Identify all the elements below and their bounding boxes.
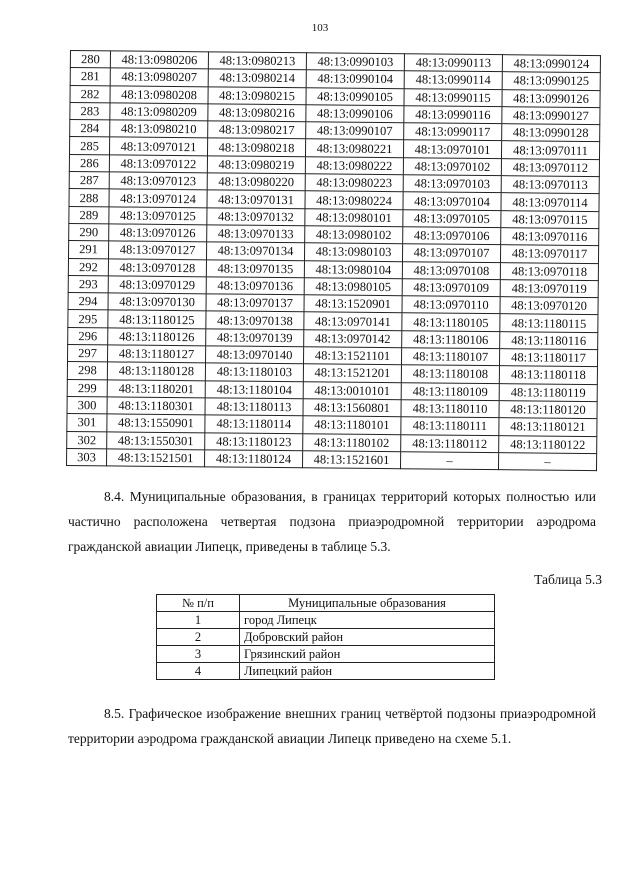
cadastral-number: 48:13:0980213 bbox=[208, 52, 306, 70]
row-number: 303 bbox=[67, 448, 107, 466]
cadastral-number: 48:13:0970115 bbox=[501, 210, 599, 228]
cadastral-number: 48:13:1180107 bbox=[401, 348, 499, 366]
cadastral-number: 48:13:0970118 bbox=[500, 262, 598, 280]
row-number: 280 bbox=[70, 51, 110, 69]
cadastral-number: 48:13:0970121 bbox=[109, 137, 207, 155]
cadastral-number: 48:13:0970126 bbox=[109, 224, 207, 242]
cadastral-number: 48:13:0970116 bbox=[501, 228, 599, 246]
cadastral-number: 48:13:1180120 bbox=[499, 401, 597, 419]
header-municipalities: Муниципальные образования bbox=[240, 595, 495, 612]
cadastral-number: 48:13:1180123 bbox=[205, 432, 303, 450]
cadastral-number: 48:13:1180117 bbox=[499, 349, 597, 367]
cadastral-number: 48:13:1180112 bbox=[401, 434, 499, 452]
cadastral-number: 48:13:1180110 bbox=[401, 400, 499, 418]
row-number: 287 bbox=[69, 172, 109, 190]
cadastral-number: 48:13:1180201 bbox=[107, 380, 205, 398]
cadastral-number: 48:13:0970120 bbox=[500, 297, 598, 315]
cadastral-number: 48:13:0970131 bbox=[207, 190, 305, 208]
row-number: 4 bbox=[157, 663, 240, 680]
cadastral-number: 48:13:1180126 bbox=[108, 328, 206, 346]
cadastral-number: 48:13:0970124 bbox=[109, 189, 207, 207]
cadastral-number: – bbox=[400, 452, 498, 470]
cadastral-number: 48:13:0990103 bbox=[306, 53, 404, 71]
cadastral-number: 48:13:1521601 bbox=[302, 451, 400, 469]
row-number: 289 bbox=[69, 206, 109, 224]
cadastral-number: 48:13:0980207 bbox=[110, 68, 208, 86]
row-number: 283 bbox=[70, 102, 110, 120]
cadastral-number: 48:13:0970128 bbox=[108, 258, 206, 276]
cadastral-number: 48:13:0970137 bbox=[206, 294, 304, 312]
cadastral-number: 48:13:1180101 bbox=[303, 416, 401, 434]
cadastral-number: 48:13:0970105 bbox=[403, 209, 501, 227]
cadastral-number: 48:13:0970110 bbox=[402, 296, 500, 314]
cadastral-number: 48:13:1521201 bbox=[303, 364, 401, 382]
cadastral-number: 48:13:0980105 bbox=[304, 278, 402, 296]
row-number: 282 bbox=[70, 85, 110, 103]
cadastral-number: 48:13:0980103 bbox=[304, 243, 402, 261]
municipality-name: город Липецк bbox=[240, 612, 495, 629]
cadastral-number: 48:13:0980206 bbox=[110, 51, 208, 69]
cadastral-number: 48:13:0990126 bbox=[502, 89, 600, 107]
row-number: 290 bbox=[69, 223, 109, 241]
cadastral-number: 48:13:0970130 bbox=[108, 293, 206, 311]
cadastral-number: 48:13:1180115 bbox=[500, 314, 598, 332]
cadastral-number: 48:13:0970141 bbox=[304, 312, 402, 330]
row-number: 284 bbox=[70, 120, 110, 138]
cadastral-number: 48:13:1180116 bbox=[500, 331, 598, 349]
cadastral-number: 48:13:0970102 bbox=[403, 157, 501, 175]
row-number: 301 bbox=[67, 414, 107, 432]
cadastral-number: 48:13:0980214 bbox=[208, 69, 306, 87]
cadastral-number: 48:13:0980210 bbox=[110, 120, 208, 138]
cadastral-number: 48:13:0980221 bbox=[305, 139, 403, 157]
cadastral-number: 48:13:1550301 bbox=[107, 431, 205, 449]
cadastral-number: 48:13:0970134 bbox=[206, 242, 304, 260]
cadastral-number: 48:13:0970127 bbox=[109, 241, 207, 259]
cadastral-number: 48:13:0970140 bbox=[206, 346, 304, 364]
municipalities-table bbox=[156, 594, 495, 680]
cadastral-number: 48:13:0980208 bbox=[110, 85, 208, 103]
row-number: 300 bbox=[67, 396, 107, 414]
cadastral-number: 48:13:0990105 bbox=[306, 87, 404, 105]
cadastral-number: 48:13:0990116 bbox=[404, 106, 502, 124]
cadastral-number: 48:13:1180113 bbox=[205, 398, 303, 416]
cadastral-number: 48:13:1180121 bbox=[499, 418, 597, 436]
cadastral-number: 48:13:1180103 bbox=[205, 363, 303, 381]
cadastral-number: – bbox=[498, 452, 596, 470]
cadastral-number: 48:13:0980102 bbox=[305, 226, 403, 244]
cadastral-number: 48:13:0970142 bbox=[304, 330, 402, 348]
cadastral-number: 48:13:0970103 bbox=[403, 175, 501, 193]
cadastral-number: 48:13:0970114 bbox=[501, 193, 599, 211]
cadastral-number: 48:13:0980222 bbox=[305, 157, 403, 175]
cadastral-number: 48:13:0970112 bbox=[501, 158, 599, 176]
cadastral-number: 48:13:0970119 bbox=[500, 280, 598, 298]
row-number: 1 bbox=[157, 612, 240, 629]
cadastral-number: 48:13:1560801 bbox=[303, 399, 401, 417]
cadastral-number: 48:13:0980104 bbox=[304, 260, 402, 278]
cadastral-number: 48:13:0980219 bbox=[207, 156, 305, 174]
cadastral-number: 48:13:1180104 bbox=[205, 380, 303, 398]
cadastral-number: 48:13:0980209 bbox=[110, 103, 208, 121]
cadastral-number: 48:13:0970125 bbox=[109, 207, 207, 225]
cadastral-number: 48:13:0980218 bbox=[207, 138, 305, 156]
row-number: 286 bbox=[69, 154, 109, 172]
cadastral-number: 48:13:0970117 bbox=[500, 245, 598, 263]
cadastral-number: 48:13:1180301 bbox=[107, 397, 205, 415]
cadastral-number: 48:13:0990106 bbox=[306, 105, 404, 123]
cadastral-quarters-table bbox=[66, 50, 601, 471]
cadastral-number: 48:13:1180108 bbox=[401, 365, 499, 383]
cadastral-number: 48:13:0980220 bbox=[207, 173, 305, 191]
cadastral-number: 48:13:0990113 bbox=[404, 54, 502, 72]
row-number: 293 bbox=[68, 275, 108, 293]
row-number: 2 bbox=[157, 629, 240, 646]
cadastral-number: 48:13:1180102 bbox=[303, 433, 401, 451]
cadastral-number: 48:13:0970139 bbox=[206, 329, 304, 347]
cadastral-number: 48:13:0980215 bbox=[208, 86, 306, 104]
cadastral-number: 48:13:0970108 bbox=[402, 261, 500, 279]
cadastral-number: 48:13:0990117 bbox=[404, 123, 502, 141]
section-8-4-paragraph bbox=[68, 484, 596, 559]
row-number: 288 bbox=[69, 189, 109, 207]
row-number: 3 bbox=[157, 646, 240, 663]
cadastral-number: 48:13:0990114 bbox=[404, 71, 502, 89]
cadastral-number: 48:13:1180122 bbox=[499, 435, 597, 453]
cadastral-number: 48:13:1180119 bbox=[499, 383, 597, 401]
cadastral-number: 48:13:1180127 bbox=[108, 345, 206, 363]
cadastral-number: 48:13:0970136 bbox=[206, 277, 304, 295]
section-8-4-text: 8.4. Муниципальные образования, в границах территорий которых полностью или частично расположена четвертая подзона приаэродромной территории аэродрома гражданской авиации Липецк, приведены в таблице 5.3. bbox=[68, 489, 596, 554]
cadastral-number: 48:13:0990104 bbox=[306, 70, 404, 88]
cadastral-number: 48:13:1180105 bbox=[402, 313, 500, 331]
cadastral-number: 48:13:1180111 bbox=[401, 417, 499, 435]
cadastral-number: 48:13:0990128 bbox=[502, 124, 600, 142]
municipality-name: Липецкий район bbox=[240, 663, 495, 680]
cadastral-number: 48:13:1180109 bbox=[401, 382, 499, 400]
section-8-5-text: 8.5. Графическое изображение внешних границ четвёртой подзоны приаэродромной территории аэродрома гражданской авиации Липецк приведено на схеме 5.1. bbox=[68, 706, 596, 746]
row-number: 298 bbox=[67, 362, 107, 380]
row-number: 302 bbox=[67, 431, 107, 449]
cadastral-number: 48:13:0970107 bbox=[402, 244, 500, 262]
row-number: 299 bbox=[67, 379, 107, 397]
cadastral-number: 48:13:0980101 bbox=[305, 208, 403, 226]
table-row bbox=[157, 646, 495, 663]
cadastral-number: 48:13:0970122 bbox=[109, 155, 207, 173]
cadastral-number: 48:13:0970106 bbox=[403, 227, 501, 245]
cadastral-number: 48:13:0970135 bbox=[206, 259, 304, 277]
cadastral-number: 48:13:0010101 bbox=[303, 381, 401, 399]
cadastral-number: 48:13:1180124 bbox=[205, 450, 303, 468]
cadastral-number: 48:13:0990107 bbox=[306, 122, 404, 140]
cadastral-number: 48:13:0990115 bbox=[404, 88, 502, 106]
cadastral-number: 48:13:1180114 bbox=[205, 415, 303, 433]
row-number: 294 bbox=[68, 293, 108, 311]
municipality-name: Грязинский район bbox=[240, 646, 495, 663]
row-number: 281 bbox=[70, 68, 110, 86]
row-number: 295 bbox=[68, 310, 108, 328]
cadastral-number: 48:13:1521101 bbox=[303, 347, 401, 365]
cadastral-number: 48:13:0970138 bbox=[206, 311, 304, 329]
cadastral-number: 48:13:1520901 bbox=[304, 295, 402, 313]
cadastral-number: 48:13:0970111 bbox=[501, 141, 599, 159]
cadastral-number: 48:13:0970129 bbox=[108, 276, 206, 294]
row-number: 291 bbox=[69, 241, 109, 259]
table-5-3-caption: Таблица 5.3 bbox=[534, 572, 602, 587]
municipalities-header-row bbox=[157, 595, 495, 612]
row-number: 297 bbox=[68, 345, 108, 363]
cadastral-number: 48:13:0980224 bbox=[305, 191, 403, 209]
cadastral-number: 48:13:0990124 bbox=[502, 55, 600, 73]
cadastral-number: 48:13:0990125 bbox=[502, 72, 600, 90]
table-row bbox=[157, 612, 495, 629]
cadastral-number: 48:13:1550901 bbox=[107, 414, 205, 432]
cadastral-number: 48:13:1521501 bbox=[107, 449, 205, 467]
cadastral-number: 48:13:0990127 bbox=[502, 107, 600, 125]
section-8-5-paragraph bbox=[68, 701, 596, 751]
page-number: 103 bbox=[311, 22, 329, 34]
cadastral-number: 48:13:0970113 bbox=[501, 176, 599, 194]
municipality-name: Добровский район bbox=[240, 629, 495, 646]
cadastral-number: 48:13:0970123 bbox=[109, 172, 207, 190]
cadastral-number: 48:13:1180106 bbox=[402, 330, 500, 348]
cadastral-number: 48:13:0970109 bbox=[402, 279, 500, 297]
cadastral-number: 48:13:0970104 bbox=[403, 192, 501, 210]
row-number: 296 bbox=[68, 327, 108, 345]
cadastral-number: 48:13:1180128 bbox=[107, 362, 205, 380]
cadastral-number: 48:13:0980223 bbox=[305, 174, 403, 192]
header-number: № п/п bbox=[157, 595, 240, 612]
cadastral-number: 48:13:1180125 bbox=[108, 310, 206, 328]
cadastral-number: 48:13:1180118 bbox=[499, 366, 597, 384]
table-row bbox=[157, 629, 495, 646]
cadastral-number: 48:13:0970101 bbox=[403, 140, 501, 158]
cadastral-number: 48:13:0980216 bbox=[208, 104, 306, 122]
cadastral-number: 48:13:0980217 bbox=[208, 121, 306, 139]
table-row bbox=[157, 663, 495, 680]
cadastral-table-body bbox=[67, 51, 601, 471]
cadastral-number: 48:13:0970133 bbox=[207, 225, 305, 243]
cadastral-number: 48:13:0970132 bbox=[207, 207, 305, 225]
row-number: 285 bbox=[69, 137, 109, 155]
row-number: 292 bbox=[68, 258, 108, 276]
